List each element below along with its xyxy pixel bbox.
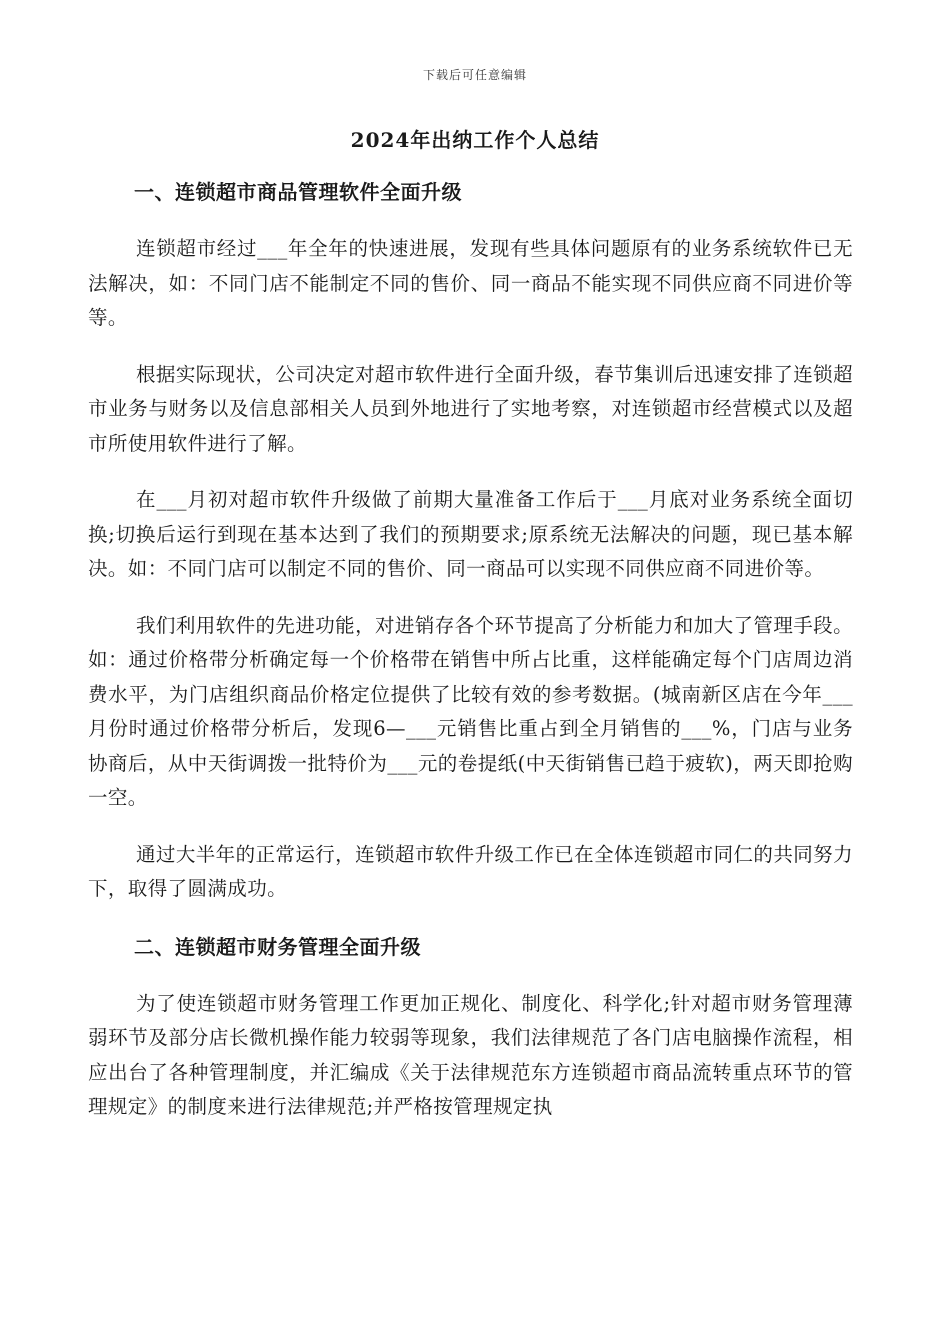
document-body <box>88 176 853 1147</box>
paragraph: 根据实际现状，公司决定对超市软件进行全面升级，春节集训后迅速安排了连锁超市业务与财务以及信息部相关人员到外地进行了实地考察，对连锁超市经营模式以及超市所使用软件进行了解。 <box>88 362 853 455</box>
section-heading-1: 一、连锁超市商品管理软件全面升级 <box>134 180 462 204</box>
paragraph: 在___月初对超市软件升级做了前期大量准备工作后于___月底对业务系统全面切换;切换后运行到现在基本达到了我们的预期要求;原系统无法解决的问题，现已基本解决。如：不同门店可以制定不同的售价、同一商品可以实现不同供应商不同进价等。 <box>88 488 853 580</box>
paragraph: 通过大半年的正常运行，连锁超市软件升级工作已在全体连锁超市同仁的共同努力下，取得了圆满成功。 <box>88 842 853 900</box>
section-heading-2: 二、连锁超市财务管理全面升级 <box>134 934 421 959</box>
paragraph: 连锁超市经过___年全年的快速进展，发现有些具体问题原有的业务系统软件已无法解决，如：不同门店不能制定不同的售价、同一商品不能实现不同供应商不同进价等等。 <box>88 237 853 329</box>
paragraph: 我们利用软件的先进功能，对进销存各个环节提高了分析能力和加大了管理手段。如：通过价格带分析确定每一个价格带在销售中所占比重，这样能确定每个门店周边消费水平，为门店组织商品价格定位提供了比较有效的参考数据。(城南新区店在今年___月份时通过价格带分析后，发现6—___元销售比重占到全月销售的___%，门店与业务协商后，从中天街调拨一批特价为___元的卷提纸(中天街销售已趋于疲软)，两天即抢购一空。 <box>88 613 853 809</box>
header-note: 下载后可任意编辑 <box>422 68 527 82</box>
paragraph: 为了使连锁超市财务管理工作更加正规化、制度化、科学化;针对超市财务管理薄弱环节及部分店长微机操作能力较弱等现象，我们法律规范了各门店电脑操作流程，相应出台了各种管理制度，并汇编成《关于法律规范东方连锁超市商品流转重点环节的管理规定》的制度来进行法律规范;并严格按管理规定执 <box>88 991 853 1118</box>
document-title: 2024年出纳工作个人总结 <box>350 128 600 152</box>
